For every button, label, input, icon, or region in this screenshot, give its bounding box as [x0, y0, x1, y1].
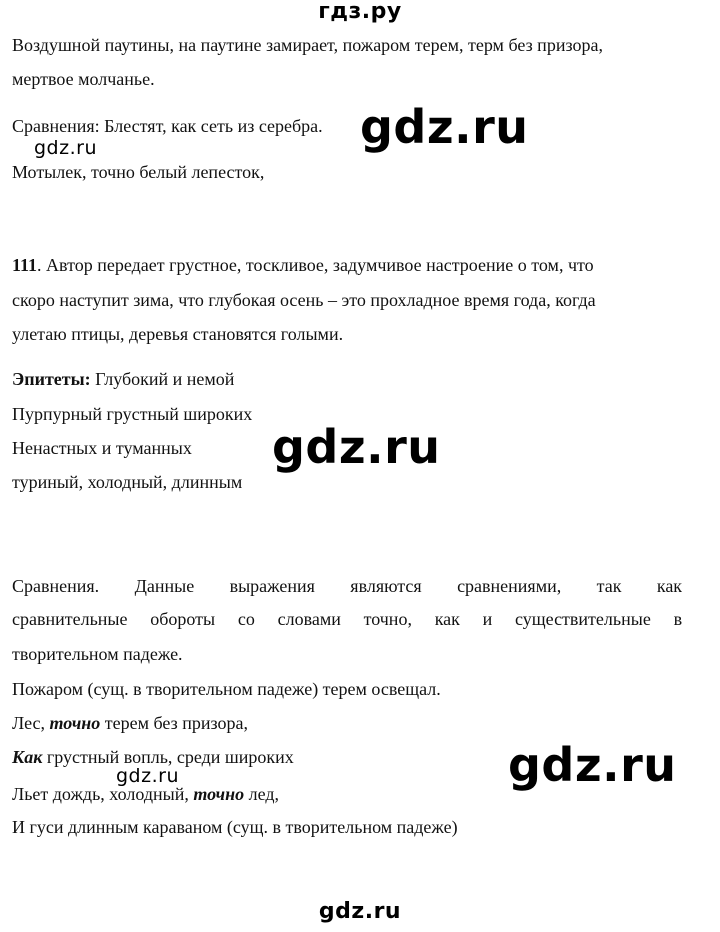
watermark-big: gdz.ru	[360, 100, 529, 154]
epithets-line	[12, 368, 234, 390]
text-line: туриный, холодный, длинным	[12, 472, 243, 492]
word: и	[482, 609, 493, 629]
word: в	[673, 609, 683, 629]
word: словами	[277, 609, 341, 629]
word: со	[237, 609, 255, 629]
text-fragment: грустный вопль, среди широких	[42, 747, 294, 767]
comparisons-line-1	[12, 575, 682, 597]
text-fragment: Лес,	[12, 713, 50, 733]
text-line: творительном падеже.	[12, 644, 183, 664]
emphasis: точно	[193, 784, 245, 804]
emphasis: точно	[49, 713, 101, 733]
epithets-text: Глубокий и немой	[90, 369, 235, 389]
word: сравнительные	[12, 609, 128, 629]
word: сравнениями,	[457, 576, 562, 596]
word: существительные	[515, 609, 651, 629]
word: являются	[350, 576, 422, 596]
word: обороты	[150, 609, 216, 629]
watermark-big: gdz.ru	[272, 420, 441, 474]
text-fragment: Льет дождь, холодный,	[12, 784, 194, 804]
word: Данные	[134, 576, 195, 596]
text-fragment: лед,	[244, 784, 280, 804]
word: как	[434, 609, 460, 629]
text-line: И гуси длинным караваном (сущ. в творительном падеже)	[12, 817, 458, 837]
text-line: мертвое молчанье.	[12, 69, 155, 89]
text-line: улетаю птицы, деревья становятся голыми.	[12, 324, 344, 344]
epithets-label: Эпитеты:	[12, 369, 91, 389]
word: Сравнения.	[12, 576, 100, 596]
watermark-big: gdz.ru	[508, 738, 677, 792]
task-paragraph-line	[12, 254, 594, 276]
watermark-bottom: gdz.ru	[318, 899, 402, 924]
text-line: Сравнения: Блестят, как сеть из серебра.	[12, 116, 323, 136]
text-line: Пожаром (сущ. в творительном падеже) терем освещал.	[12, 679, 441, 699]
task-text: . Автор передает грустное, тоскливое, задумчивое настроение о том, что	[37, 255, 594, 275]
text-line	[12, 712, 248, 734]
word: так	[596, 576, 622, 596]
text-fragment: терем без призора,	[100, 713, 249, 733]
watermark-top: гдз.ру	[318, 0, 402, 24]
comparisons-line-2	[12, 608, 682, 630]
watermark-small: gdz.ru	[116, 765, 179, 787]
text-line: скоро наступит зима, что глубокая осень – это прохладное время года, когда	[12, 290, 596, 310]
text-line: Ненастных и туманных	[12, 438, 192, 458]
task-number: 111	[12, 255, 38, 275]
word: как	[656, 576, 683, 596]
word: точно,	[363, 609, 412, 629]
text-line: Мотылек, точно белый лепесток,	[12, 162, 265, 182]
emphasis: Как	[12, 747, 43, 767]
watermark-small: gdz.ru	[34, 137, 97, 159]
word: выражения	[229, 576, 315, 596]
text-line: Воздушной паутины, на паутине замирает, пожаром терем, терм без призора,	[12, 35, 603, 55]
text-line	[12, 783, 279, 805]
text-line: Пурпурный грустный широких	[12, 404, 253, 424]
